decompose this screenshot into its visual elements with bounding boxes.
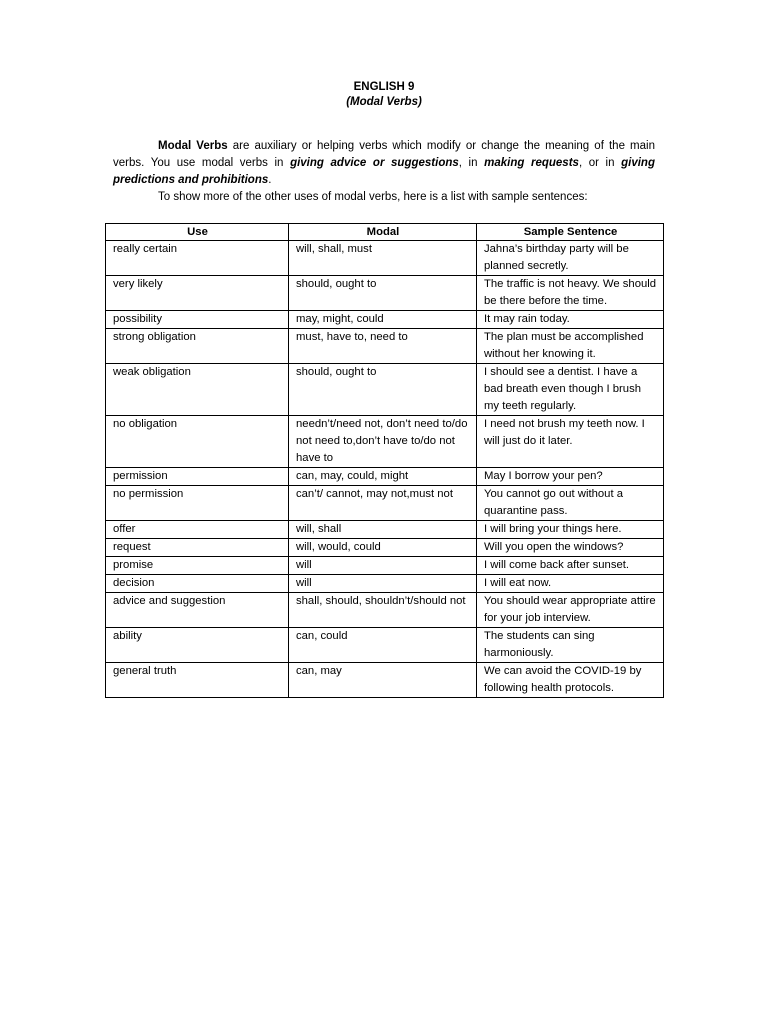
intro-text bbox=[113, 138, 655, 206]
modal-cell: can’t/ cannot, may not,must not bbox=[289, 486, 477, 521]
header-modal: Modal bbox=[289, 224, 477, 241]
modal-cell: can, may bbox=[289, 663, 477, 698]
emphasis-advice: giving advice or suggestions bbox=[290, 157, 459, 169]
sample-sentence-cell: I will bring your things here. bbox=[477, 521, 664, 539]
modal-cell: should, ought to bbox=[289, 364, 477, 416]
sample-sentence-cell: I should see a dentist. I have a bad breath even though I brush my teeth regularly. bbox=[477, 364, 664, 416]
use-cell: advice and suggestion bbox=[106, 593, 289, 628]
modal-cell: will, shall, must bbox=[289, 241, 477, 276]
modal-cell: must, have to, need to bbox=[289, 329, 477, 364]
table-row bbox=[106, 539, 664, 557]
use-cell: possibility bbox=[106, 311, 289, 329]
use-cell: ability bbox=[106, 628, 289, 663]
modal-cell: can, may, could, might bbox=[289, 468, 477, 486]
sample-sentence-cell: The students can sing harmoniously. bbox=[477, 628, 664, 663]
intro-paragraph-1 bbox=[113, 138, 655, 189]
use-cell: no obligation bbox=[106, 416, 289, 468]
use-cell: request bbox=[106, 539, 289, 557]
sample-sentence-cell: I will come back after sunset. bbox=[477, 557, 664, 575]
emphasis-predictions: giving predictions and prohibitions bbox=[113, 157, 655, 186]
modal-cell: needn’t/need not, don’t need to/do not need to,don’t have to/do not have to bbox=[289, 416, 477, 468]
use-cell: decision bbox=[106, 575, 289, 593]
modal-cell: can, could bbox=[289, 628, 477, 663]
use-cell: really certain bbox=[106, 241, 289, 276]
use-cell: general truth bbox=[106, 663, 289, 698]
sample-sentence-cell: We can avoid the COVID-19 by following health protocols. bbox=[477, 663, 664, 698]
modal-cell: will, would, could bbox=[289, 539, 477, 557]
sample-sentence-cell: Will you open the windows? bbox=[477, 539, 664, 557]
use-cell: promise bbox=[106, 557, 289, 575]
sample-sentence-cell: May I borrow your pen? bbox=[477, 468, 664, 486]
sample-sentence-cell: I need not brush my teeth now. I will just do it later. bbox=[477, 416, 664, 468]
sample-sentence-cell: You cannot go out without a quarantine pass. bbox=[477, 486, 664, 521]
table-row bbox=[106, 628, 664, 663]
intro-paragraph-2: To show more of the other uses of modal verbs, here is a list with sample sentences: bbox=[158, 191, 588, 203]
table-row bbox=[106, 241, 664, 276]
table-row bbox=[106, 557, 664, 575]
modal-cell: will, shall bbox=[289, 521, 477, 539]
intro-text-b: , in bbox=[458, 157, 485, 169]
sample-sentence-cell: The traffic is not heavy. We should be there before the time. bbox=[477, 276, 664, 311]
use-cell: weak obligation bbox=[106, 364, 289, 416]
modal-cell: may, might, could bbox=[289, 311, 477, 329]
table-body bbox=[106, 241, 664, 698]
table-row bbox=[106, 311, 664, 329]
sample-sentence-cell: You should wear appropriate attire for your job interview. bbox=[477, 593, 664, 628]
intro-text-a: are auxiliary or helping verbs which modify or change the meaning of the main verbs. You use modal verbs in bbox=[113, 140, 655, 169]
table-row bbox=[106, 521, 664, 539]
modal-cell: will bbox=[289, 557, 477, 575]
sample-sentence-cell: The plan must be accomplished without her knowing it. bbox=[477, 329, 664, 364]
table-row bbox=[106, 468, 664, 486]
document-subtitle: (Modal Verbs) bbox=[346, 96, 422, 108]
use-cell: strong obligation bbox=[106, 329, 289, 364]
modal-verbs-term: Modal Verbs bbox=[158, 140, 228, 152]
table-row bbox=[106, 486, 664, 521]
use-cell: very likely bbox=[106, 276, 289, 311]
table-row bbox=[106, 364, 664, 416]
header-sample-sentence: Sample Sentence bbox=[477, 224, 664, 241]
modal-verbs-table bbox=[105, 223, 664, 698]
modal-cell: should, ought to bbox=[289, 276, 477, 311]
intro-text-c: , or in bbox=[578, 157, 622, 169]
table-row bbox=[106, 663, 664, 698]
modal-cell: shall, should, shouldn’t/should not bbox=[289, 593, 477, 628]
table-row bbox=[106, 276, 664, 311]
sample-sentence-cell: It may rain today. bbox=[477, 311, 664, 329]
intro-text-d: . bbox=[268, 174, 272, 186]
table-row bbox=[106, 329, 664, 364]
document-title: ENGLISH 9 bbox=[353, 81, 415, 93]
table-row bbox=[106, 416, 664, 468]
modal-cell: will bbox=[289, 575, 477, 593]
header-use: Use bbox=[106, 224, 289, 241]
table-header-row bbox=[106, 224, 664, 241]
sample-sentence-cell: I will eat now. bbox=[477, 575, 664, 593]
use-cell: no permission bbox=[106, 486, 289, 521]
table-row bbox=[106, 575, 664, 593]
use-cell: offer bbox=[106, 521, 289, 539]
use-cell: permission bbox=[106, 468, 289, 486]
emphasis-requests: making requests bbox=[484, 157, 579, 169]
table-row bbox=[106, 593, 664, 628]
sample-sentence-cell: Jahna’s birthday party will be planned secretly. bbox=[477, 241, 664, 276]
